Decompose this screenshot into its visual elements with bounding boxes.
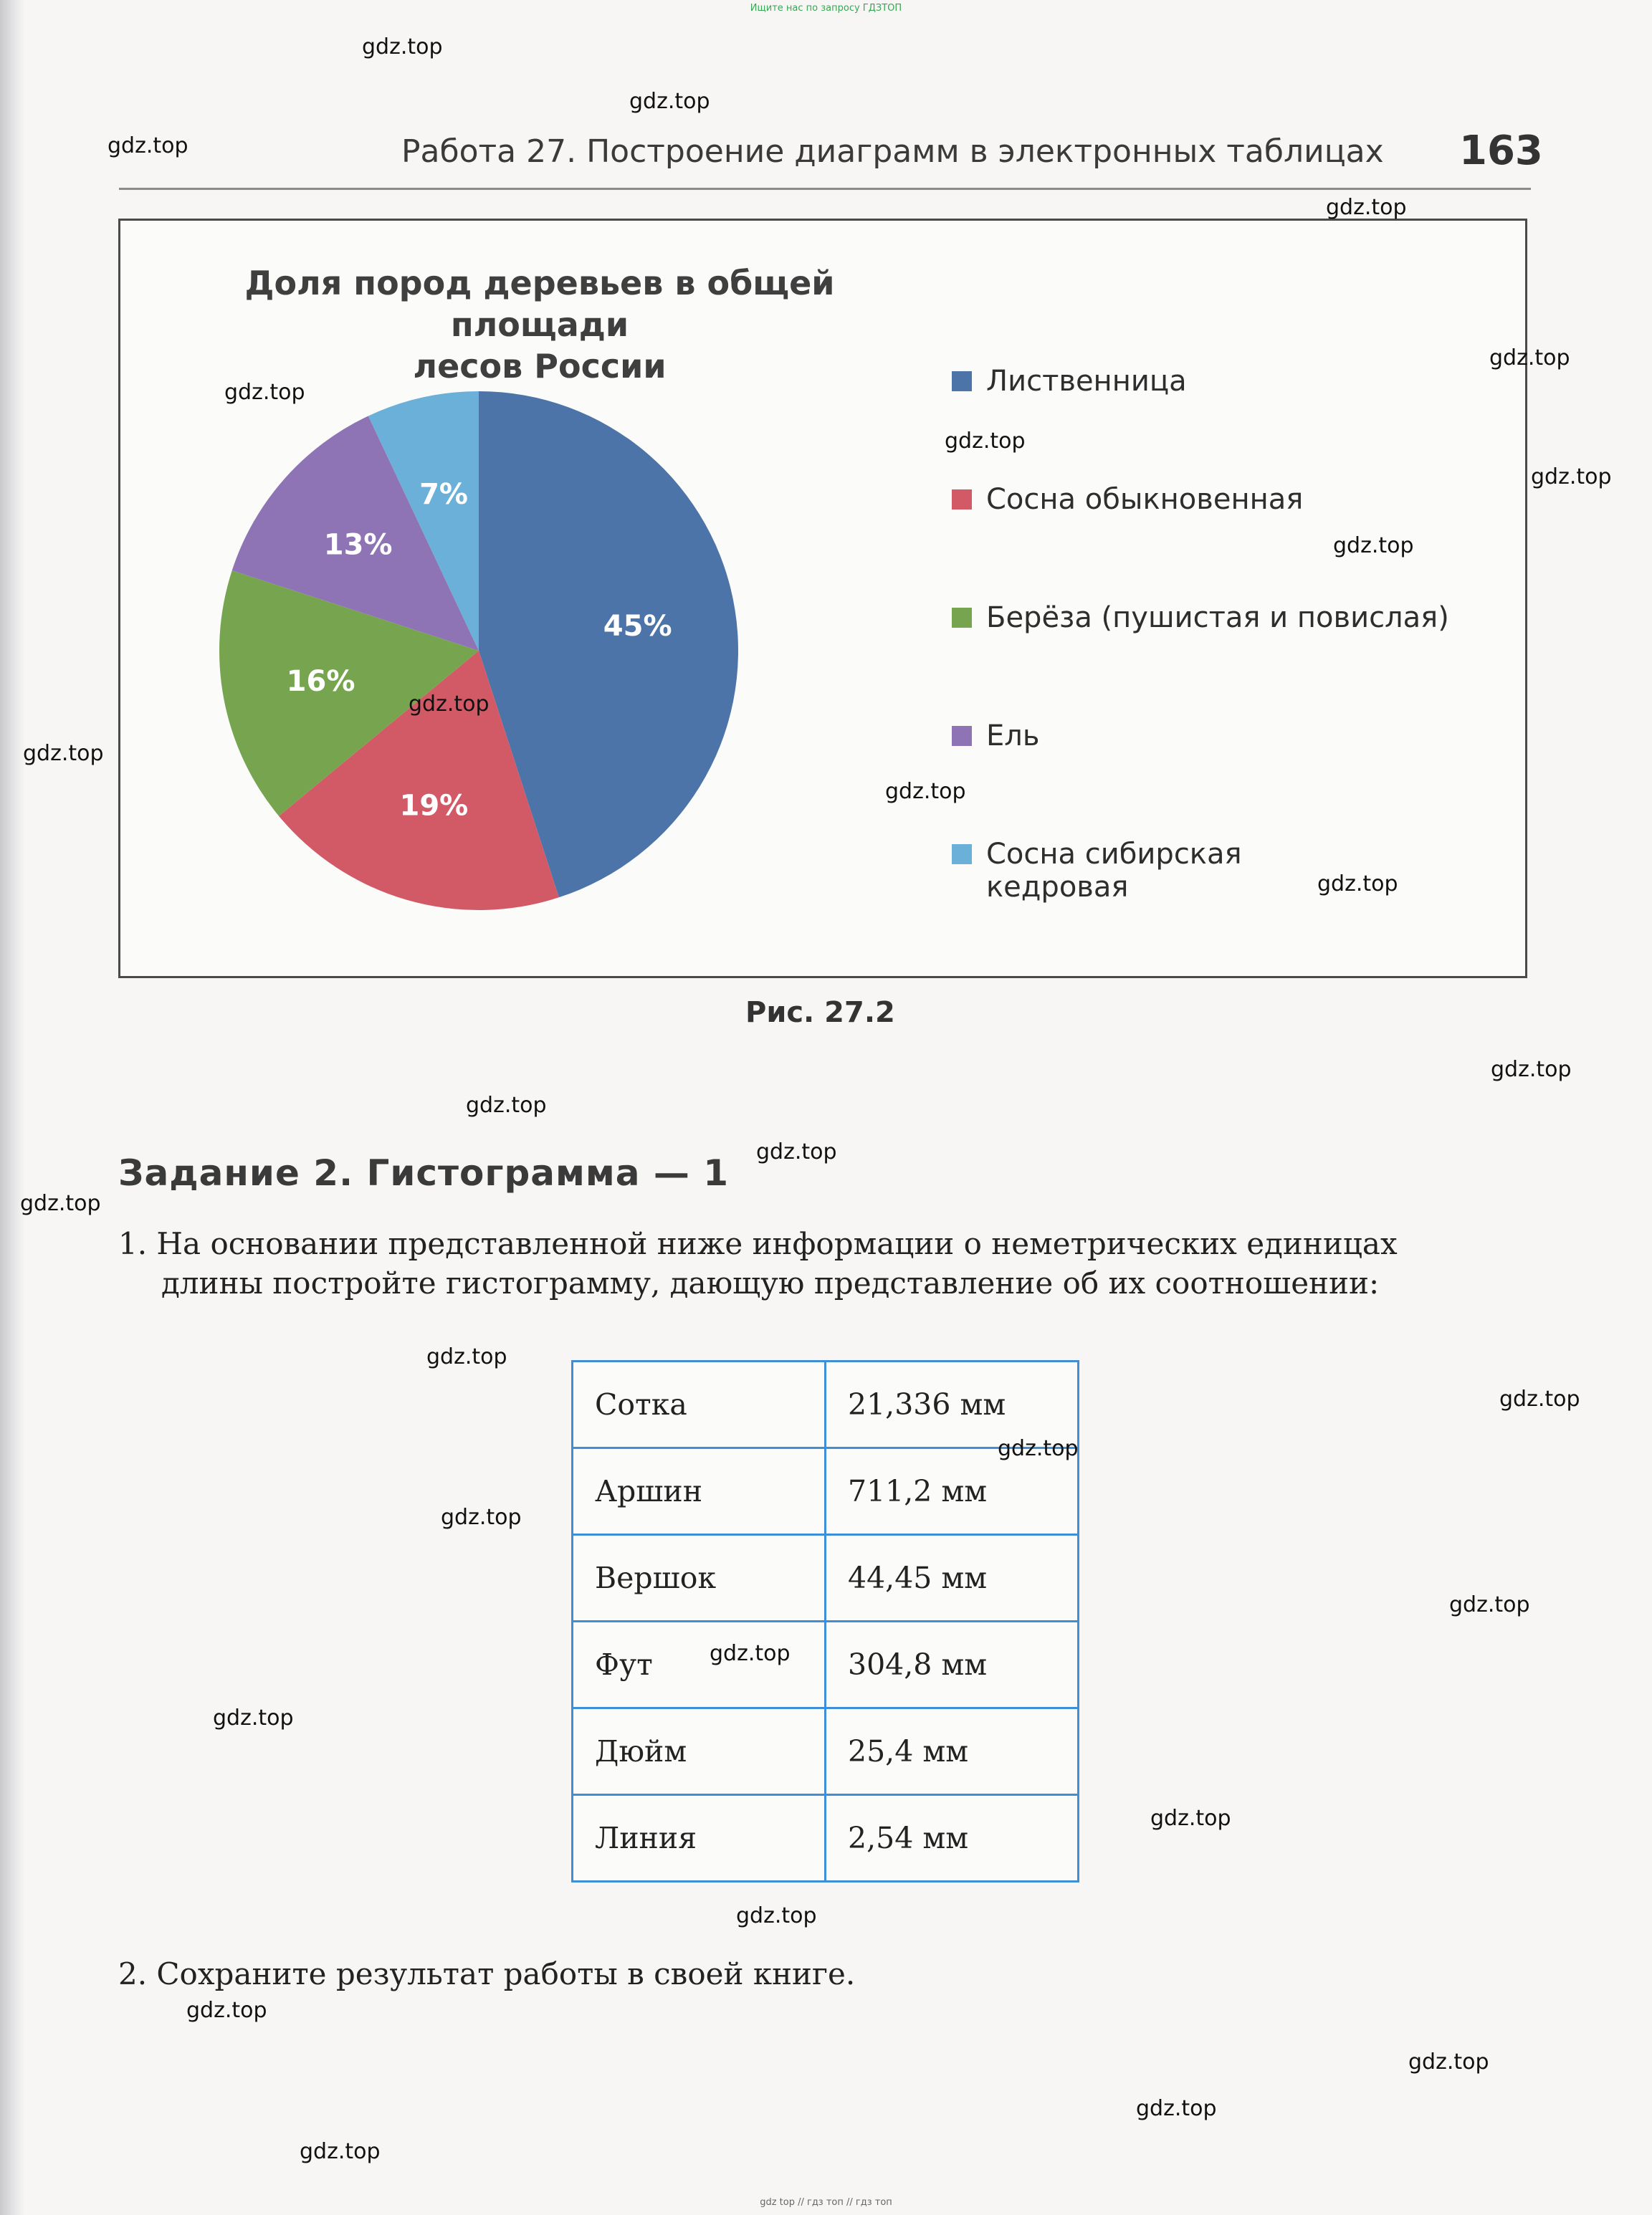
table-row: [573, 1795, 1079, 1882]
watermark-text: gdz.top: [23, 741, 104, 766]
table-row: [573, 1535, 1079, 1622]
table-row: [573, 1708, 1079, 1795]
legend-label-line-2: кедровая: [986, 871, 1129, 904]
unit-name-cell: Линия: [573, 1795, 826, 1882]
unit-value-cell: 44,45 мм: [826, 1535, 1079, 1622]
watermark-text: gdz.top: [1136, 2096, 1217, 2121]
pie-slice-label-1: 45%: [603, 609, 672, 643]
watermark-text: gdz.top: [224, 380, 305, 405]
watermark-text: gdz.top: [1150, 1806, 1231, 1831]
page-header-title: Работа 27. Построение диаграмм в электронных таблицах: [401, 133, 1384, 170]
legend-label-4: [986, 719, 1039, 752]
watermark-text: gdz.top: [1449, 1592, 1530, 1617]
table-row: [573, 1622, 1079, 1708]
header-rule: [119, 188, 1531, 190]
watermark-text: gdz.top: [409, 692, 490, 717]
watermark-text: gdz.top: [426, 1344, 507, 1369]
legend-swatch-1: [952, 371, 972, 391]
chart-title-line-2: лесов России: [413, 347, 667, 386]
watermark-text: gdz.top: [466, 1093, 547, 1118]
watermark-text: gdz.top: [1499, 1387, 1580, 1412]
watermark-text: gdz.top: [20, 1191, 101, 1216]
watermark-text: gdz.top: [1326, 195, 1407, 220]
watermark-text: gdz.top: [1489, 345, 1570, 370]
unit-name-cell: Фут: [573, 1622, 826, 1708]
legend-label-line-1: Сосна сибирская: [986, 838, 1242, 871]
legend-label-5: [986, 838, 1242, 904]
watermark-text: gdz.top: [362, 34, 443, 59]
watermark-text: gdz.top: [629, 89, 710, 114]
unit-name-cell: Аршин: [573, 1448, 826, 1535]
task-text: [118, 1224, 1534, 1303]
legend-label-line-1: Сосна обыкновенная: [986, 483, 1304, 516]
legend-label-line-1: Лиственница: [986, 365, 1187, 398]
table-row: [573, 1362, 1079, 1448]
legend-swatch-3: [952, 608, 972, 628]
watermark-text: gdz.top: [441, 1505, 522, 1530]
watermark-text: gdz.top: [213, 1705, 294, 1731]
watermark-text: gdz.top: [1531, 464, 1612, 489]
task-heading: Задание 2. Гистограмма — 1: [118, 1152, 730, 1194]
top-note: Ищите нас по запросу ГДЗТОП: [750, 3, 902, 14]
watermark-text: gdz.top: [885, 779, 966, 804]
pie-chart-figure: [118, 219, 1527, 978]
legend-label-3: [986, 601, 1449, 634]
pie-slice-label-4: 13%: [323, 528, 393, 562]
chart-title-line-1: Доля пород деревьев в общей площади: [244, 264, 835, 344]
legend-label-1: [986, 365, 1187, 398]
legend-label-line-1: Ель: [986, 719, 1040, 752]
watermark-text: gdz.top: [1408, 2049, 1489, 2075]
unit-value-cell: 711,2 мм: [826, 1448, 1079, 1535]
watermark-text: gdz.top: [710, 1641, 791, 1666]
watermark-text: gdz.top: [756, 1139, 837, 1164]
legend-swatch-2: [952, 489, 972, 510]
book-spine-shadow: [0, 0, 24, 2215]
watermark-text: gdz.top: [108, 133, 188, 158]
legend-swatch-4: [952, 726, 972, 746]
watermark-text: gdz.top: [736, 1903, 817, 1928]
task-text-line-1: 1. На основании представленной ниже информации о неметрических единицах: [118, 1226, 1398, 1261]
watermark-text: gdz.top: [1491, 1057, 1572, 1082]
watermark-text: gdz.top: [945, 429, 1026, 454]
unit-value-cell: 21,336 мм: [826, 1362, 1079, 1448]
unit-value-cell: 25,4 мм: [826, 1708, 1079, 1795]
unit-name-cell: Сотка: [573, 1362, 826, 1448]
unit-name-cell: Вершок: [573, 1535, 826, 1622]
pie-chart: [206, 386, 751, 930]
bottom-note: gdz top // гдз топ // гдз топ: [760, 2197, 892, 2208]
watermark-text: gdz.top: [300, 2139, 381, 2164]
chart-title: [196, 262, 884, 387]
pie-slice-label-3: 16%: [286, 665, 355, 699]
watermark-text: gdz.top: [1333, 533, 1414, 558]
pie-slice-label-2: 19%: [399, 789, 469, 823]
legend-swatch-5: [952, 844, 972, 864]
figure-caption: Рис. 27.2: [745, 996, 895, 1029]
legend-label-line-1: Берёза (пушистая и повислая): [986, 601, 1449, 634]
watermark-text: gdz.top: [186, 1998, 267, 2023]
watermark-text: gdz.top: [998, 1436, 1079, 1461]
legend-label-2: [986, 483, 1303, 516]
unit-value-cell: 2,54 мм: [826, 1795, 1079, 1882]
watermark-text: gdz.top: [1317, 871, 1398, 896]
unit-value-cell: 304,8 мм: [826, 1622, 1079, 1708]
save-instruction: 2. Сохраните результат работы в своей книге.: [118, 1956, 856, 1991]
pie-slice-label-5: 7%: [419, 477, 469, 511]
page-number: 163: [1459, 128, 1543, 174]
task-text-line-2: длины постройте гистограмму, дающую представление об их соотношении:: [161, 1266, 1380, 1301]
unit-name-cell: Дюйм: [573, 1708, 826, 1795]
